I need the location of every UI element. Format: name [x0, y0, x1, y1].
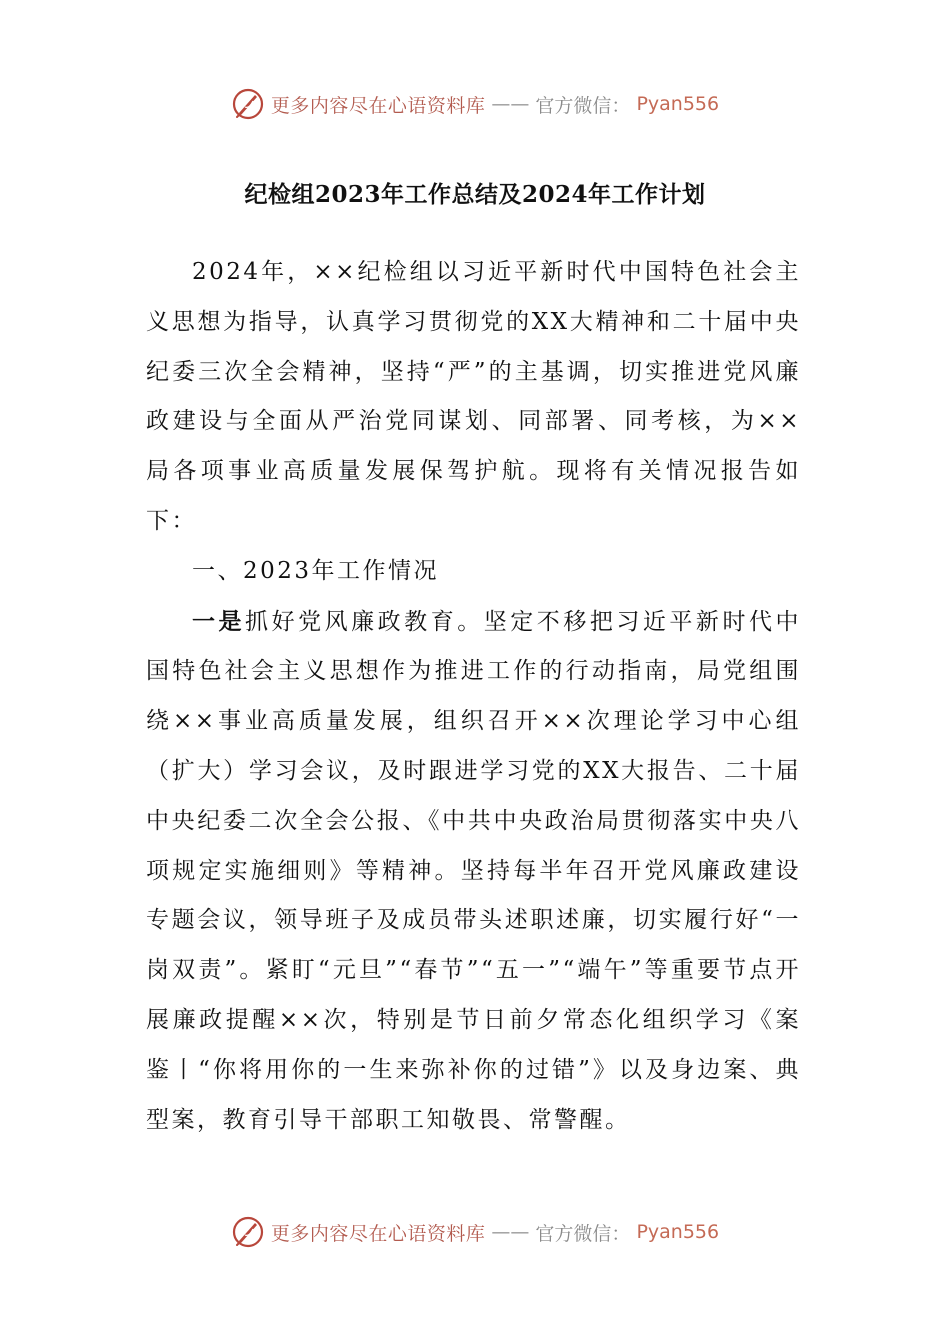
watermark-contact-label: 官方微信： — [535, 1222, 631, 1245]
footer-watermark — [0, 1212, 950, 1252]
section-heading: 一、2023年工作情况 — [192, 557, 440, 584]
watermark-dash: —— — [491, 1221, 530, 1243]
watermark-contact-label: 官方微信： — [535, 94, 631, 117]
watermark-text: 更多内容尽在心语资料库 — [270, 94, 486, 117]
item-lead: 一是 — [192, 607, 246, 635]
quill-logo-icon — [231, 87, 265, 121]
watermark-dash: —— — [491, 93, 530, 115]
quill-logo-icon — [231, 1215, 265, 1249]
header-watermark — [0, 84, 950, 124]
item-body: 抓好党风廉政教育。坚定不移把习近平新时代中国特色社会主义思想作为推进工作的行动指南，局党组围绕××事业高质量发展，组织召开××次理论学习中心组（扩大）学习会议，及时跟进学习党的XX大报告、二十届中央纪委二次全会公报、《中共中央政治局贯彻落实中央八项规定实施细则》等精神。坚持每半年召开党风廉政建设专题会议，领导班子及成员带头述职述廉，切实履行好“一岗双责”。紧盯“元旦”“春节”“五一”“端午”等重要节点开展廉政提醒××次，特别是节日前夕常态化组织学习《案鉴丨“你将用你的一生来弥补你的过错”》以及身边案、典型案，教育引导干部职工知敬畏、常警醒。 — [146, 608, 802, 1133]
watermark-contact-id: Pyan556 — [636, 1221, 720, 1243]
watermark-contact-id: Pyan556 — [636, 93, 720, 115]
document-body — [146, 248, 801, 1145]
item-paragraph — [146, 597, 801, 1146]
intro-paragraph: 2024年，××纪检组以习近平新时代中国特色社会主义思想为指导，认真学习贯彻党的XX大精神和二十届中央纪委三次全会精神，坚持“严”的主基调，切实推进党风廉政建设与全面从严治党同谋划、同部署、同考核，为××局各项事业高质量发展保驾护航。现将有关情况报告如下： — [146, 259, 801, 534]
document-title: 纪检组2023年工作总结及2024年工作计划 — [244, 181, 706, 208]
watermark-text: 更多内容尽在心语资料库 — [270, 1222, 486, 1245]
